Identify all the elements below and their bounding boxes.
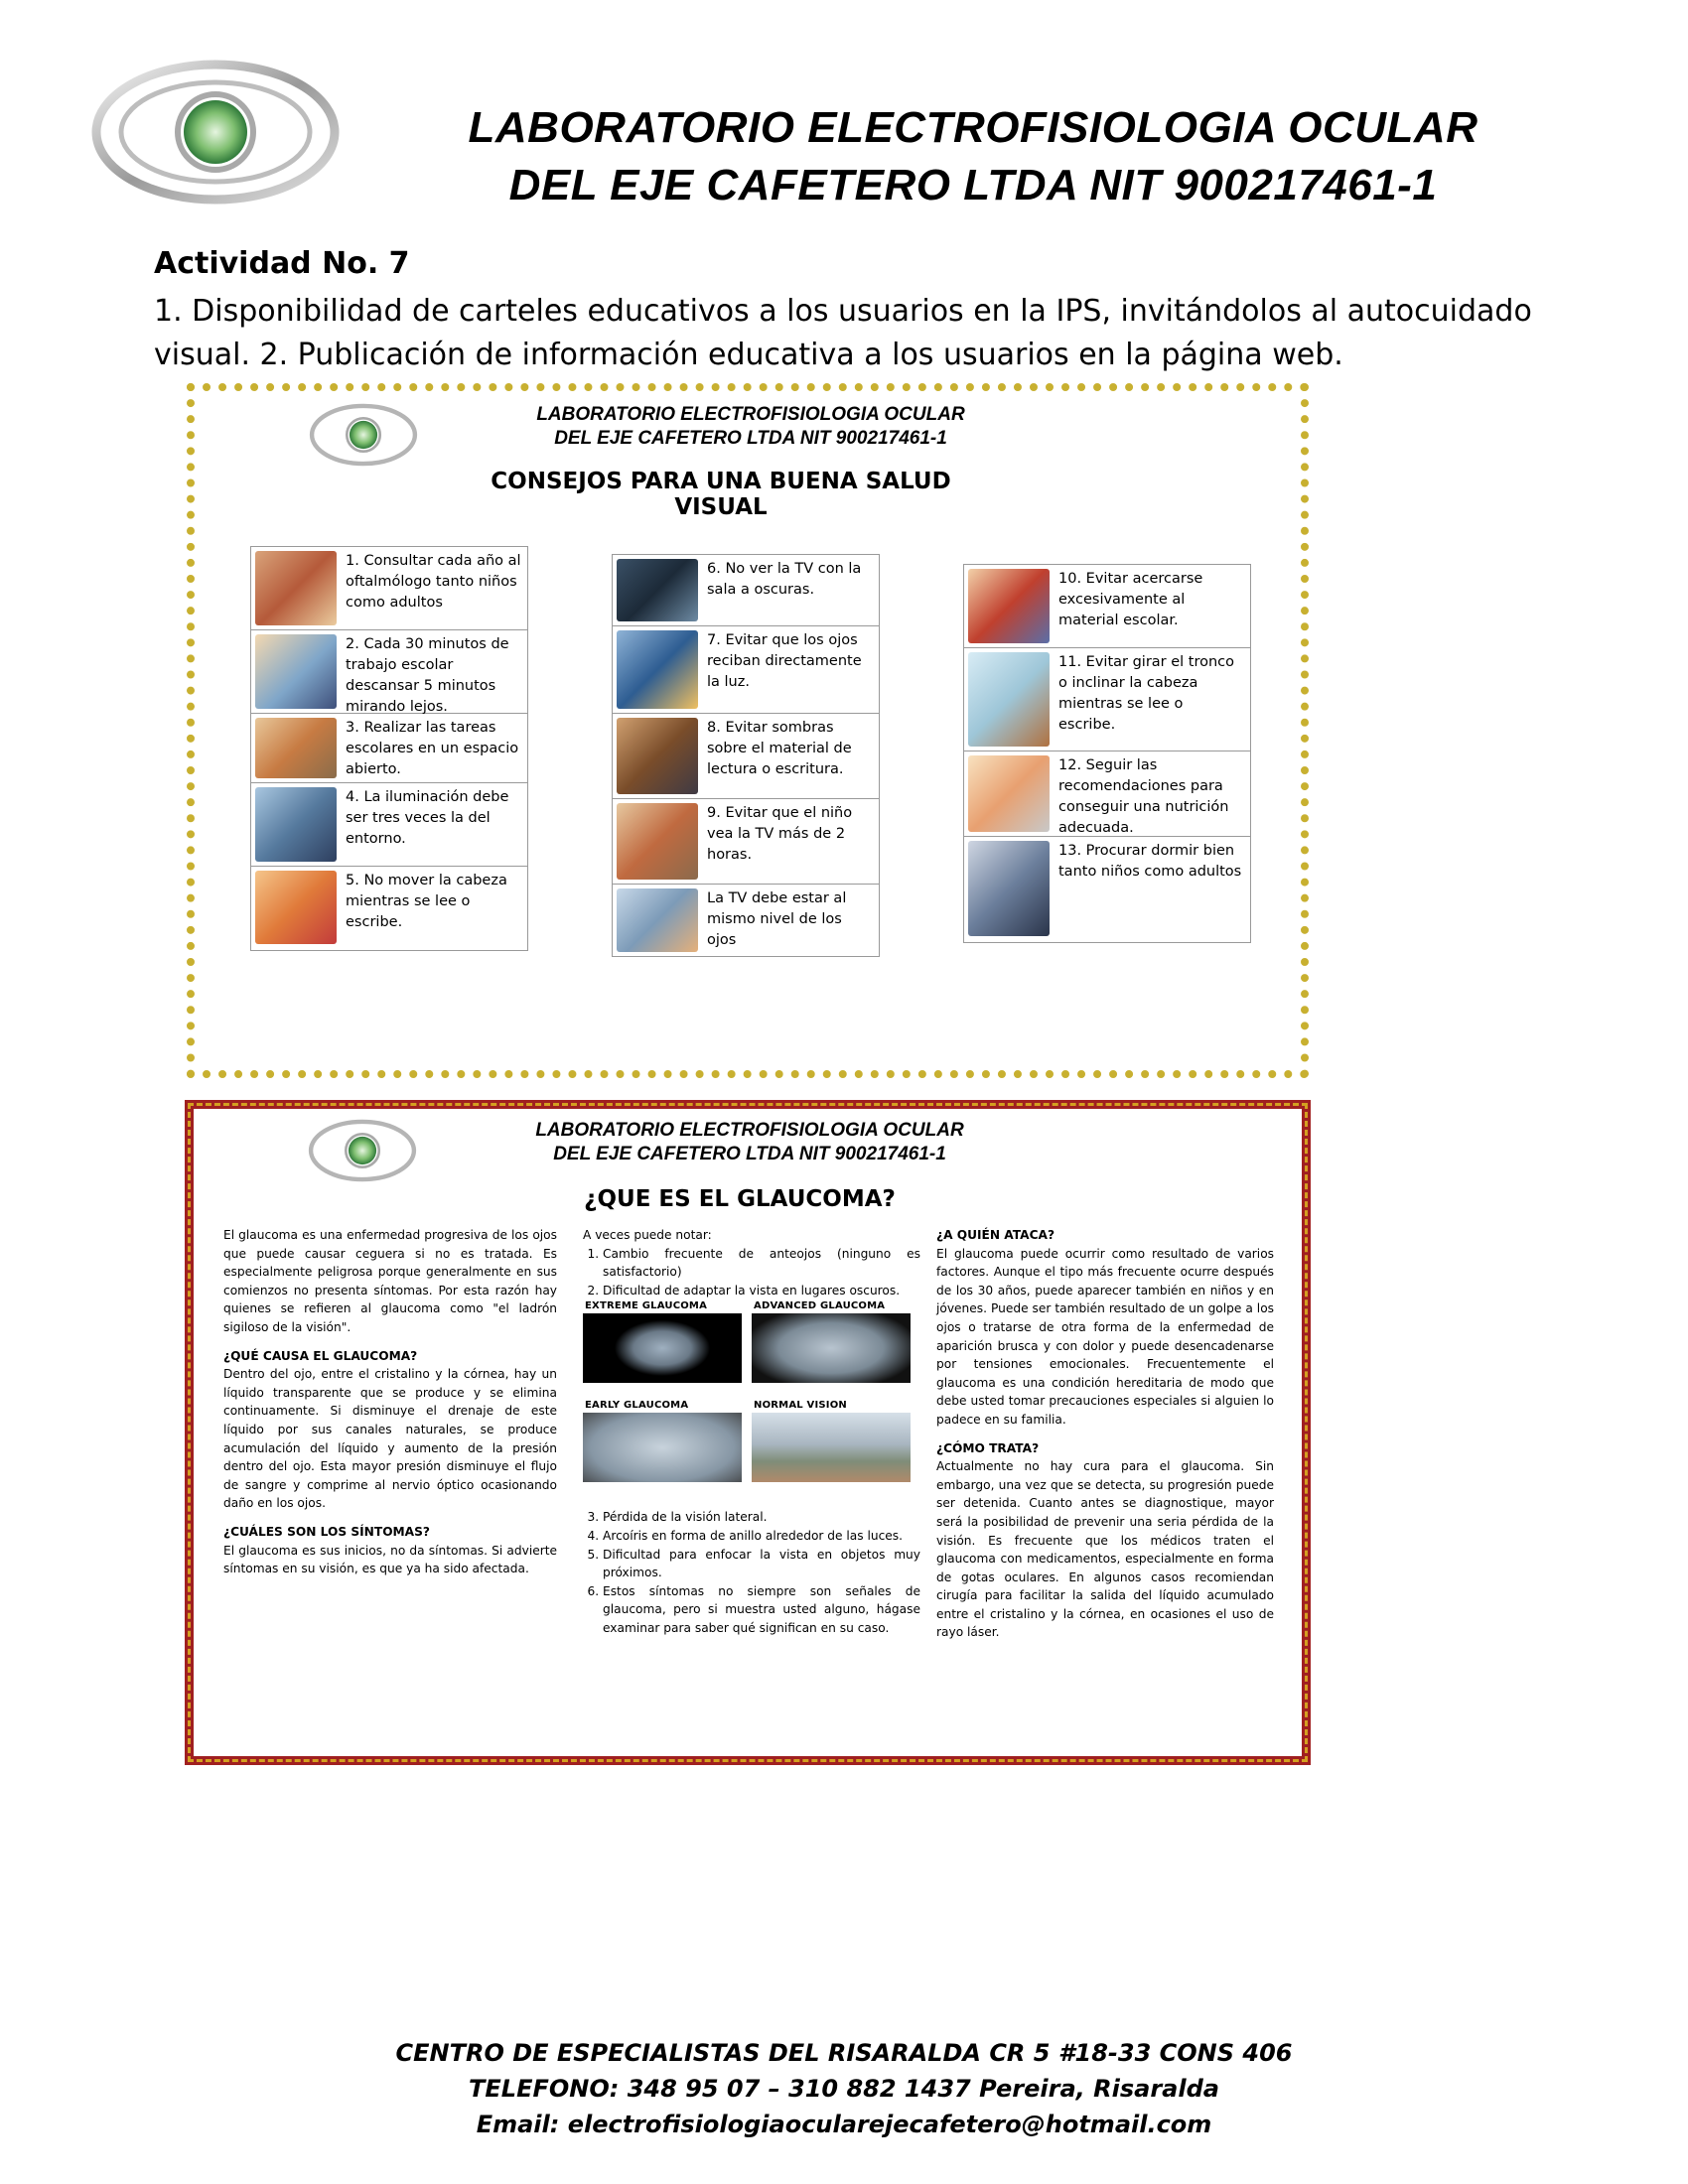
- tip-text: 4. La iluminación debe ser tres veces la del entorno.: [346, 789, 509, 847]
- tip-illustration: [617, 630, 698, 709]
- poster-title-line2: DEL EJE CAFETERO LTDA NIT 900217461-1: [554, 428, 947, 449]
- poster-title: [472, 1119, 1028, 1166]
- footer-email: Email: electrofisiologiaocularejecafetero@hotmail.com: [476, 2111, 1212, 2138]
- image-label: ADVANCED GLAUCOMA: [754, 1300, 886, 1312]
- tip-illustration: [255, 718, 337, 778]
- early-glaucoma-image: [583, 1413, 742, 1482]
- tip-text: 5. No mover la cabeza mientras se lee o escribe.: [346, 873, 507, 930]
- tip-text: 3. Realizar las tareas escolares en un espacio abierto.: [346, 720, 519, 777]
- tip-illustration: [968, 569, 1050, 643]
- poster-title-line1: LABORATORIO ELECTROFISIOLOGIA OCULAR: [535, 1120, 964, 1141]
- tip-row: [251, 714, 527, 783]
- tips-column-2: [612, 554, 880, 957]
- tips-column-3: [963, 564, 1251, 943]
- tip-row: [251, 783, 527, 867]
- eye-logo-icon: [309, 401, 418, 469]
- tip-row: [613, 626, 879, 714]
- symptom-item: 1. Cambio frecuente de anteojos (ninguno es satisfactorio): [603, 1245, 920, 1282]
- tip-row: [251, 630, 527, 714]
- tip-illustration: [968, 652, 1050, 747]
- section-text-quien: El glaucoma puede ocurrir como resultado de varios factores. Aunque el tipo más frecuente ocurre después de los 30 años, puede aparecer también en niños y en jóvenes. Puede ser también resultado de un golpe a los ojos o tratarse de otra forma de la enfermedad de aparición brusca y con dolor y puede desencadenarse por tensiones emocionales. Frecuentemente el glaucoma es una condición hereditaria de modo que debe usted tomar precauciones especiales si alguien lo padece en su familia.: [936, 1246, 1274, 1427]
- tip-text: 7. Evitar que los ojos reciban directamente la luz.: [707, 632, 862, 690]
- advanced-glaucoma-image: [752, 1313, 911, 1383]
- tip-row: [613, 555, 879, 626]
- image-label: EXTREME GLAUCOMA: [585, 1300, 708, 1312]
- tip-illustration: [968, 841, 1050, 936]
- tip-illustration: [617, 888, 698, 952]
- tip-row: [964, 565, 1250, 648]
- section-heading-trata: ¿CÓMO TRATA?: [936, 1440, 1040, 1455]
- tips-column-1: [250, 546, 528, 951]
- header-title-line2: DEL EJE CAFETERO LTDA NIT 900217461-1: [508, 161, 1438, 209]
- symptom-item: 5. Dificultad para enfocar la vista en objetos muy próximos.: [603, 1546, 920, 1582]
- poster-title-line2: DEL EJE CAFETERO LTDA NIT 900217461-1: [553, 1144, 946, 1164]
- section-text-causa: Dentro del ojo, entre el cristalino y la córnea, hay un líquido transparente que se produce y se elimina continuamente. Si disminuye el drenaje de este líquido por sus canales naturales, se produce acumulación del líquido y aumento de la presión dentro del ojo. Esta mayor presión disminuye el flujo de sangre y comprime al nervio óptico ocasionando daño en los ojos.: [223, 1367, 557, 1511]
- tip-row: [964, 648, 1250, 751]
- tip-text: 10. Evitar acercarse excesivamente al material escolar.: [1058, 571, 1203, 628]
- normal-vision-image: [752, 1413, 911, 1482]
- eye-logo-icon: [91, 58, 340, 206]
- section-text-trata: Actualmente no hay cura para el glaucoma. Sin embargo, una vez que se detecta, su progresión puede ser detenida. Cuanto antes se diagnostique, mayor será la posibilidad de prevenir una seria pérdida de la visión. Es frecuente que los médicos traten el glaucoma con medicamentos, especialmente en forma de gotas oculares. En algunos casos recomiendan cirugía para facilitar la salida del líquido acumulado entre el cristalino y la córnea, en ocasiones el uso de rayo láser.: [936, 1459, 1274, 1640]
- poster-glaucoma: [185, 1100, 1311, 1765]
- image-label: EARLY GLAUCOMA: [585, 1400, 689, 1412]
- poster-title: [473, 403, 1029, 451]
- tip-text: 6. No ver la TV con la sala a oscuras.: [707, 561, 862, 598]
- tip-row: [613, 885, 879, 956]
- tip-illustration: [255, 551, 337, 625]
- tip-illustration: [255, 634, 337, 709]
- poster-eye-health-tips: [187, 383, 1309, 1078]
- tip-text: 13. Procurar dormir bien tanto niños como adultos: [1058, 843, 1242, 880]
- footer-phone: TELEFONO: 348 95 07 – 310 882 1437 Pereira, Risaralda: [469, 2075, 1219, 2103]
- tip-row: [613, 714, 879, 799]
- header-title: [357, 99, 1589, 214]
- tip-text: 1. Consultar cada año al oftalmólogo tanto niños como adultos: [346, 553, 521, 611]
- activity-title: Actividad No. 7: [154, 246, 410, 281]
- tip-row: [964, 751, 1250, 837]
- header-title-line1: LABORATORIO ELECTROFISIOLOGIA OCULAR: [468, 103, 1478, 152]
- footer: [298, 2035, 1390, 2142]
- tip-illustration: [617, 803, 698, 880]
- section-heading-causa: ¿QUÉ CAUSA EL GLAUCOMA?: [223, 1348, 418, 1363]
- section-text-sintomas: El glaucoma es sus inicios, no da síntomas. Si advierte síntomas en su visión, es que ya ha sido afectada.: [223, 1543, 557, 1576]
- symptom-item: 2. Dificultad de adaptar la vista en lugares oscuros.: [603, 1282, 920, 1300]
- activity-text: 1. Disponibilidad de carteles educativos a los usuarios en la IPS, invitándolos al autocuidado visual. 2. Publicación de información educativa a los usuarios en la página web.: [154, 294, 1532, 372]
- glaucoma-intro: El glaucoma es una enfermedad progresiva de los ojos que puede causar ceguera si no es tratada. Es especialmente peligrosa porque generalmente en sus comienzos no presenta síntomas. Por esta razón hay quienes se refieren al glaucoma como "el ladrón sigiloso de la visión".: [223, 1228, 557, 1334]
- symptom-item: 4. Arcoíris en forma de anillo alrededor de las luces.: [603, 1527, 920, 1546]
- symptom-item: 3. Pérdida de la visión lateral.: [603, 1508, 920, 1527]
- tip-text: 9. Evitar que el niño vea la TV más de 2 horas.: [707, 805, 853, 863]
- poster-heading: CONSEJOS PARA UNA BUENA SALUD VISUAL: [491, 469, 951, 520]
- section-heading-sintomas: ¿CUÁLES SON LOS SÍNTOMAS?: [223, 1524, 430, 1539]
- tip-illustration: [255, 871, 337, 944]
- tip-text: 12. Seguir las recomendaciones para conseguir una nutrición adecuada.: [1058, 757, 1229, 836]
- glaucoma-column-left: [223, 1226, 557, 1578]
- eye-logo-icon: [308, 1117, 417, 1184]
- glaucoma-vision-images: [583, 1300, 916, 1502]
- footer-address: CENTRO DE ESPECIALISTAS DEL RISARALDA CR 5 #18-33 CONS 406: [395, 2039, 1293, 2067]
- poster-heading: ¿QUE ES EL GLAUCOMA?: [584, 1186, 896, 1212]
- tip-illustration: [617, 559, 698, 621]
- tip-illustration: [617, 718, 698, 794]
- poster-title-line1: LABORATORIO ELECTROFISIOLOGIA OCULAR: [536, 404, 965, 425]
- symptoms-list: [583, 1245, 920, 1300]
- symptoms-intro: A veces puede notar:: [583, 1228, 712, 1242]
- tip-illustration: [968, 755, 1050, 832]
- glaucoma-column-middle: [583, 1226, 920, 1638]
- extreme-glaucoma-image: [583, 1313, 742, 1383]
- symptoms-list-continued: [583, 1508, 920, 1637]
- tip-text: 2. Cada 30 minutos de trabajo escolar descansar 5 minutos mirando lejos.: [346, 636, 509, 715]
- section-heading-quien: ¿A QUIÉN ATACA?: [936, 1228, 1055, 1242]
- tip-row: [251, 547, 527, 630]
- glaucoma-column-right: [936, 1226, 1274, 1642]
- tip-row: [964, 837, 1250, 940]
- image-label: NORMAL VISION: [754, 1400, 847, 1412]
- tip-row: [251, 867, 527, 948]
- tip-row: [613, 799, 879, 885]
- tip-text: 8. Evitar sombras sobre el material de lectura o escritura.: [707, 720, 852, 777]
- tip-text: 11. Evitar girar el tronco o inclinar la cabeza mientras se lee o escribe.: [1058, 654, 1235, 733]
- symptom-item: 6. Estos síntomas no siempre son señales de glaucoma, pero si muestra usted alguno, hágase examinar para saber qué significan en su caso.: [603, 1582, 920, 1638]
- tip-illustration: [255, 787, 337, 862]
- tip-text: La TV debe estar al mismo nivel de los ojos: [707, 890, 847, 948]
